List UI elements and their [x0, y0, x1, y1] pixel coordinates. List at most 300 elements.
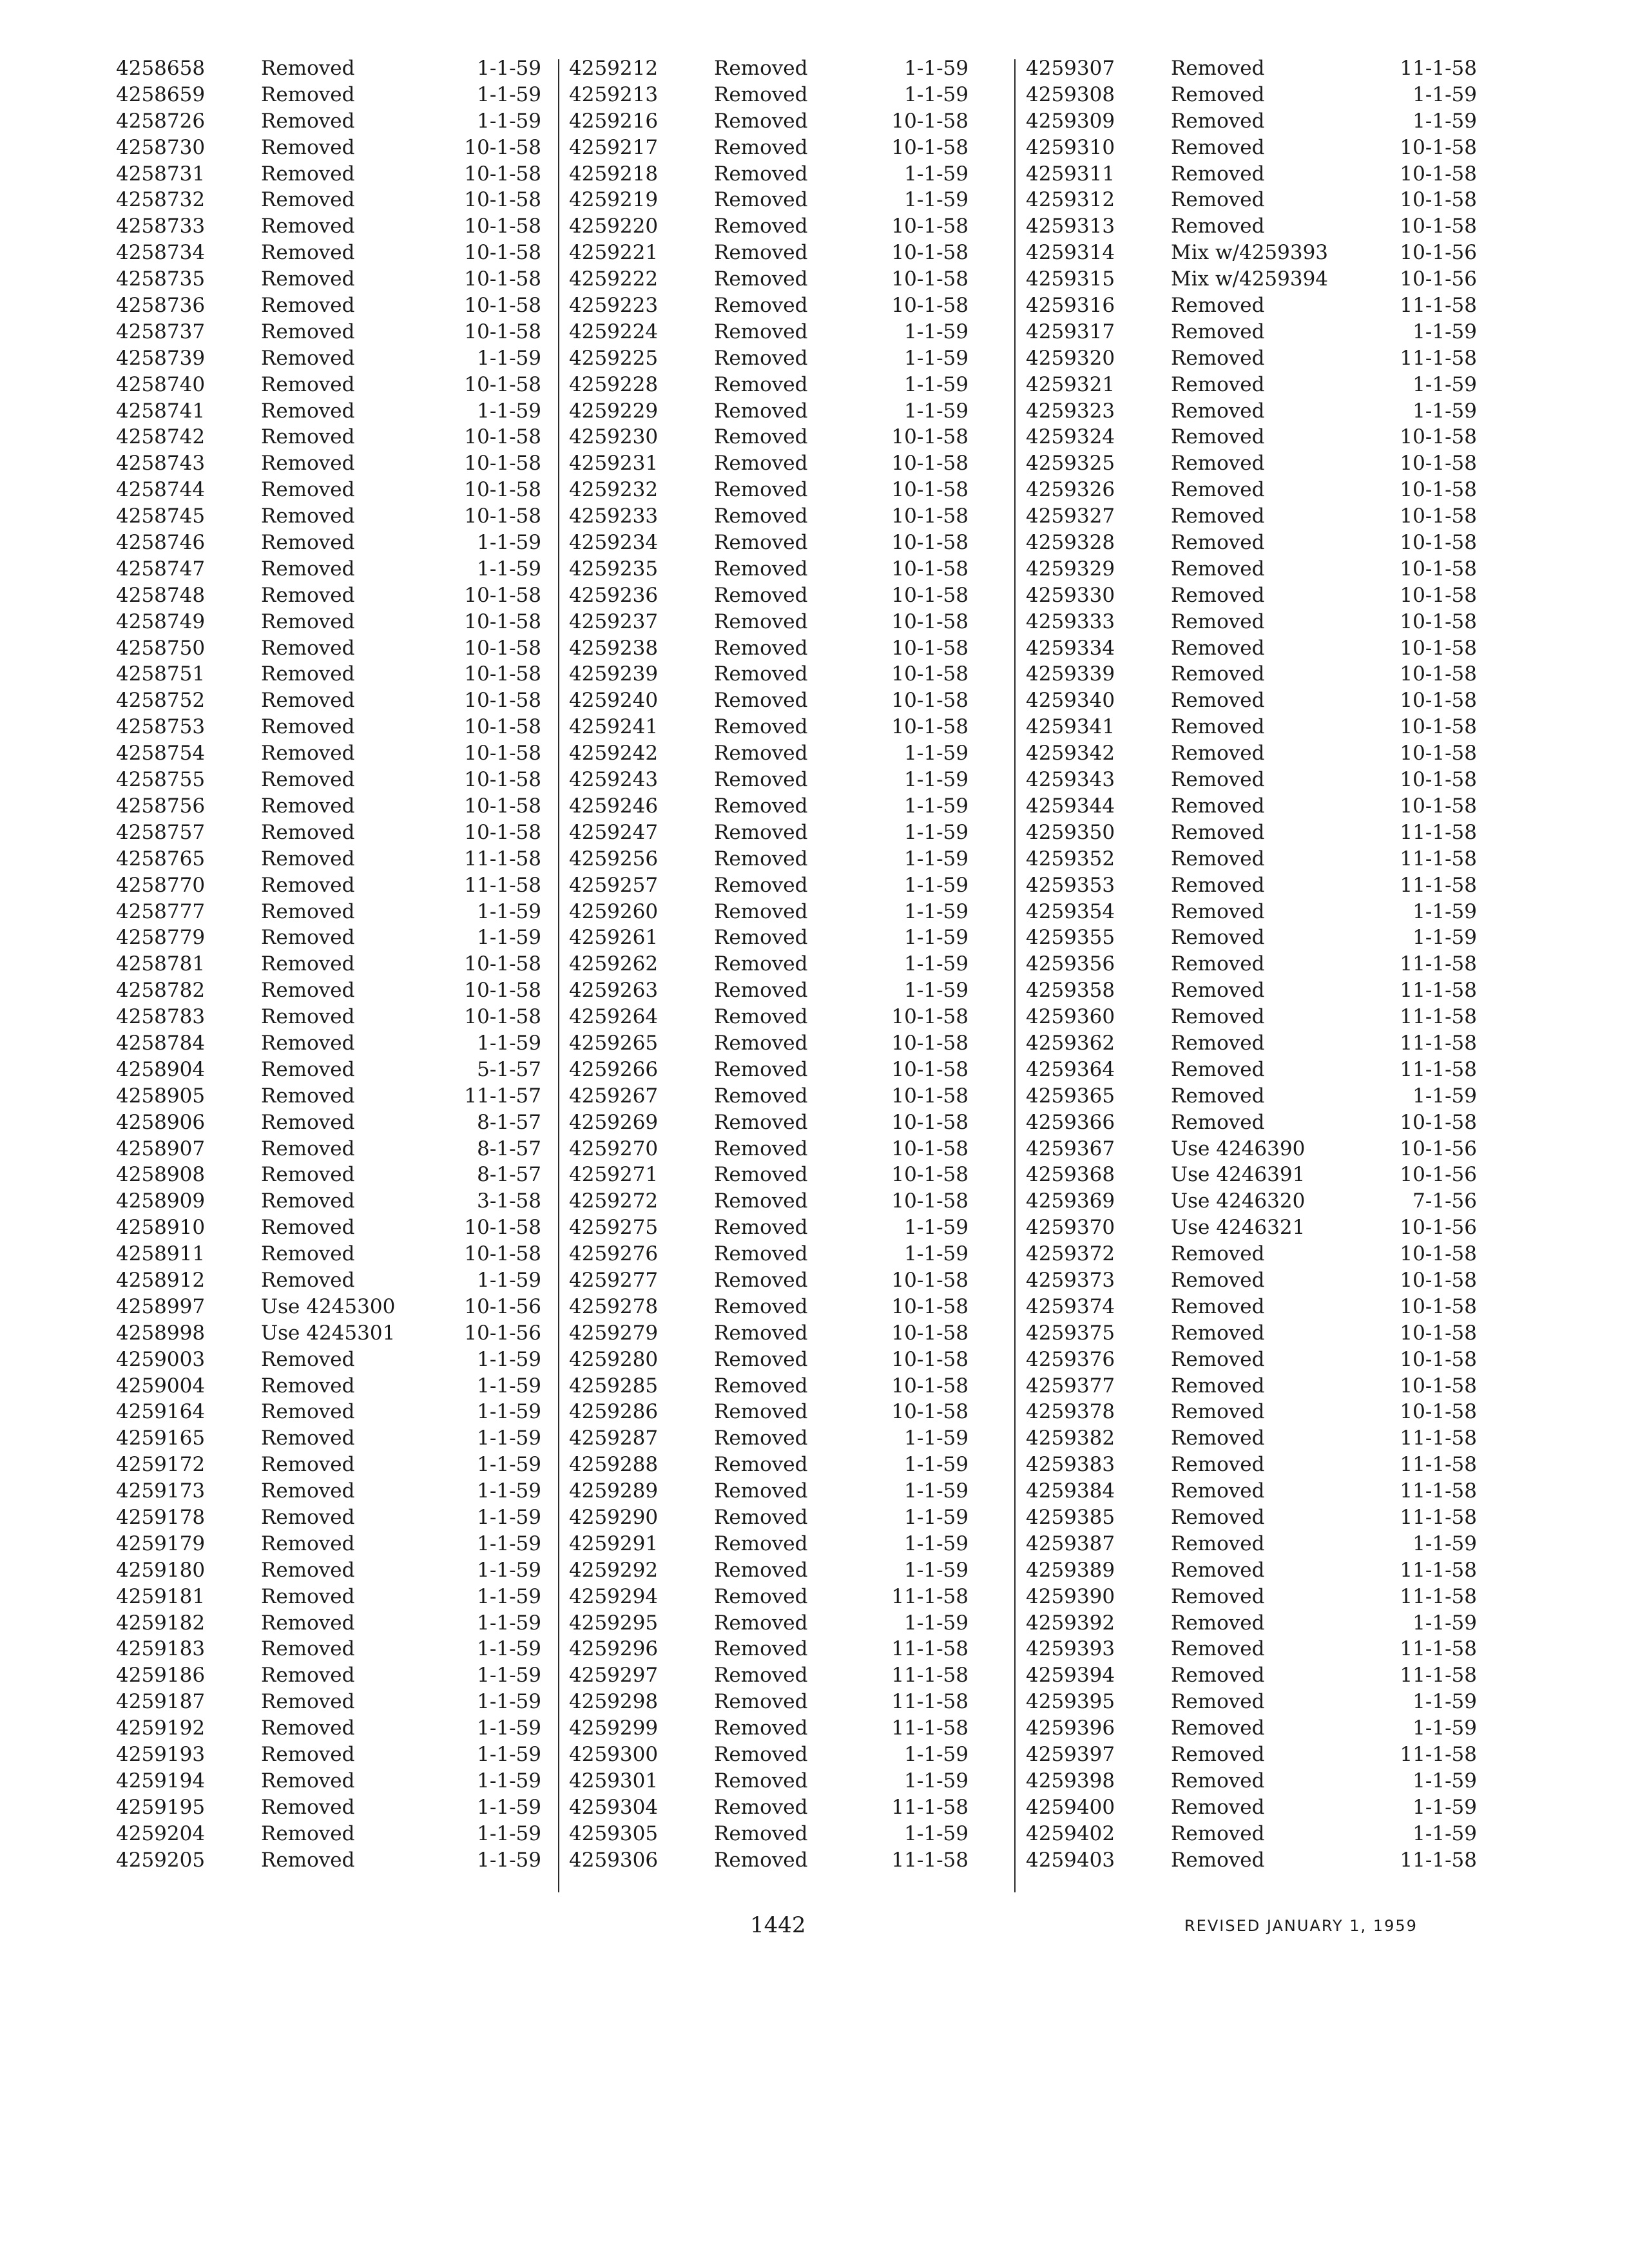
part-number: 4259195 — [116, 1795, 206, 1819]
part-number: 4258911 — [116, 1242, 206, 1266]
part-status: Removed — [714, 794, 808, 818]
part-status: Removed — [261, 1505, 355, 1529]
part-status: Removed — [261, 1347, 355, 1371]
effective-date: 10-1-58 — [1400, 794, 1477, 818]
part-status: Removed — [1171, 1374, 1265, 1398]
part-status: Removed — [261, 294, 355, 318]
effective-date: 10-1-58 — [891, 689, 969, 713]
table-row — [116, 1531, 567, 1557]
table-row — [1026, 1215, 1477, 1241]
effective-date: 1-1-59 — [1412, 1716, 1477, 1740]
part-status: Removed — [714, 320, 808, 343]
part-number: 4258908 — [116, 1163, 206, 1187]
effective-date: 1-1-59 — [904, 1453, 969, 1477]
part-number: 4259186 — [116, 1664, 206, 1687]
part-number: 4259272 — [569, 1189, 659, 1213]
part-number: 4259308 — [1026, 82, 1115, 106]
part-number: 4258746 — [116, 531, 206, 555]
table-row — [1026, 372, 1477, 398]
part-status: Removed — [1171, 1637, 1265, 1661]
effective-date: 1-1-59 — [477, 1664, 541, 1687]
part-status: Removed — [261, 557, 355, 581]
effective-date: 1-1-59 — [904, 1242, 969, 1266]
part-status: Removed — [261, 1795, 355, 1819]
part-number: 4259320 — [1026, 346, 1115, 370]
table-row — [1026, 266, 1477, 293]
effective-date: 1-1-59 — [477, 1584, 541, 1608]
part-status: Removed — [1171, 1242, 1265, 1266]
part-status: Removed — [1171, 557, 1265, 581]
part-number: 4259387 — [1026, 1532, 1115, 1555]
part-status: Removed — [261, 109, 355, 133]
table-row — [569, 372, 1020, 398]
part-number: 4259384 — [1026, 1479, 1115, 1503]
part-number: 4258997 — [116, 1294, 206, 1318]
effective-date: 10-1-58 — [464, 478, 541, 502]
part-number: 4259287 — [569, 1427, 659, 1450]
part-number: 4259354 — [1026, 899, 1115, 923]
effective-date: 10-1-58 — [891, 1294, 969, 1318]
table-row — [116, 661, 567, 687]
part-status: Removed — [714, 1690, 808, 1714]
table-row — [569, 1083, 1020, 1110]
part-number: 4258909 — [116, 1189, 206, 1213]
revision-note: REVISED JANUARY 1, 1959 — [1184, 1917, 1418, 1935]
table-row — [569, 1241, 1020, 1267]
effective-date: 11-1-58 — [1400, 979, 1477, 1003]
effective-date: 1-1-59 — [904, 1505, 969, 1529]
effective-date: 11-1-58 — [1400, 1848, 1477, 1872]
effective-date: 10-1-58 — [464, 267, 541, 291]
part-status: Removed — [261, 979, 355, 1003]
part-number: 4259004 — [116, 1374, 206, 1398]
part-status: Removed — [714, 1216, 808, 1240]
effective-date: 1-1-59 — [1412, 1769, 1477, 1792]
part-number: 4259291 — [569, 1532, 659, 1555]
part-status: Removed — [261, 1637, 355, 1661]
effective-date: 1-1-59 — [477, 926, 541, 950]
part-number: 4258752 — [116, 689, 206, 713]
table-row — [116, 1188, 567, 1215]
table-row — [116, 293, 567, 319]
part-status: Removed — [714, 636, 808, 660]
table-row — [569, 240, 1020, 266]
effective-date: 10-1-58 — [891, 1005, 969, 1029]
part-status: Removed — [714, 1743, 808, 1766]
part-status: Removed — [1171, 768, 1265, 792]
table-row — [1026, 1347, 1477, 1373]
effective-date: 1-1-59 — [477, 57, 541, 80]
part-number: 4259304 — [569, 1795, 659, 1819]
part-number: 4258750 — [116, 636, 206, 660]
part-number: 4259341 — [1026, 715, 1115, 739]
part-status: Use 4246320 — [1171, 1189, 1306, 1213]
table-row — [1026, 846, 1477, 872]
part-number: 4259234 — [569, 531, 659, 555]
effective-date: 1-1-59 — [904, 1427, 969, 1450]
part-status: Removed — [1171, 1347, 1265, 1371]
effective-date: 10-1-58 — [891, 1189, 969, 1213]
part-number: 4259314 — [1026, 241, 1115, 265]
table-row — [116, 398, 567, 425]
part-number: 4259375 — [1026, 1321, 1115, 1345]
table-row — [116, 477, 567, 503]
effective-date: 10-1-58 — [1400, 1242, 1477, 1266]
table-row — [569, 1267, 1020, 1294]
part-number: 4258747 — [116, 557, 206, 581]
table-row — [116, 1636, 567, 1662]
effective-date: 1-1-59 — [477, 557, 541, 581]
table-row — [116, 424, 567, 450]
table-row — [569, 1004, 1020, 1030]
effective-date: 11-1-58 — [1400, 1743, 1477, 1766]
part-status: Removed — [714, 294, 808, 318]
part-number: 4259309 — [1026, 109, 1115, 133]
part-number: 4259262 — [569, 952, 659, 976]
part-number: 4259164 — [116, 1400, 206, 1424]
effective-date: 10-1-58 — [464, 662, 541, 686]
table-row — [569, 1188, 1020, 1215]
part-status: Removed — [261, 531, 355, 555]
table-row — [116, 1399, 567, 1425]
part-number: 4259204 — [116, 1821, 206, 1845]
table-row — [116, 1320, 567, 1347]
effective-date: 1-1-59 — [1412, 109, 1477, 133]
effective-date: 1-1-59 — [477, 1637, 541, 1661]
part-status: Removed — [1171, 1821, 1265, 1845]
effective-date: 10-1-58 — [464, 294, 541, 318]
effective-date: 1-1-59 — [904, 820, 969, 844]
effective-date: 1-1-59 — [904, 1769, 969, 1792]
part-status: Removed — [714, 1294, 808, 1318]
effective-date: 1-1-59 — [1412, 399, 1477, 423]
table-row — [1026, 1610, 1477, 1637]
table-row — [116, 1294, 567, 1320]
table-row — [1026, 1136, 1477, 1162]
effective-date: 10-1-58 — [891, 636, 969, 660]
page-number: 1442 — [750, 1912, 806, 1938]
part-status: Removed — [261, 1743, 355, 1766]
part-number: 4258739 — [116, 346, 206, 370]
effective-date: 1-1-59 — [477, 1532, 541, 1555]
effective-date: 10-1-58 — [1400, 662, 1477, 686]
table-row — [116, 1347, 567, 1373]
part-status: Removed — [714, 1453, 808, 1477]
table-row — [569, 793, 1020, 820]
table-row — [569, 1347, 1020, 1373]
table-row — [1026, 187, 1477, 213]
effective-date: 10-1-58 — [1400, 583, 1477, 607]
table-row — [1026, 1794, 1477, 1821]
part-number: 4258757 — [116, 820, 206, 844]
effective-date: 1-1-59 — [904, 1216, 969, 1240]
table-row — [1026, 1425, 1477, 1452]
part-number: 4258904 — [116, 1057, 206, 1081]
part-number: 4258740 — [116, 372, 206, 396]
effective-date: 1-1-59 — [477, 1795, 541, 1819]
part-number: 4259306 — [569, 1848, 659, 1872]
effective-date: 1-1-59 — [477, 1479, 541, 1503]
part-status: Removed — [261, 1848, 355, 1872]
table-row — [116, 1452, 567, 1478]
part-status: Removed — [261, 1110, 355, 1134]
table-row — [569, 477, 1020, 503]
effective-date: 1-1-59 — [477, 1821, 541, 1845]
table-row — [1026, 293, 1477, 319]
table-row — [1026, 1689, 1477, 1715]
effective-date: 1-1-59 — [477, 1769, 541, 1792]
part-number: 4259360 — [1026, 1005, 1115, 1029]
part-status: Removed — [261, 715, 355, 739]
effective-date: 10-1-58 — [464, 1216, 541, 1240]
table-row — [116, 687, 567, 714]
part-number: 4259315 — [1026, 267, 1115, 291]
part-number: 4258910 — [116, 1216, 206, 1240]
part-number: 4259385 — [1026, 1505, 1115, 1529]
effective-date: 1-1-59 — [477, 899, 541, 923]
part-number: 4259238 — [569, 636, 659, 660]
table-row — [116, 1847, 567, 1874]
effective-date: 1-1-59 — [904, 346, 969, 370]
table-row — [116, 135, 567, 161]
effective-date: 10-1-58 — [464, 794, 541, 818]
part-status: Removed — [714, 531, 808, 555]
effective-date: 10-1-58 — [891, 557, 969, 581]
part-number: 4259264 — [569, 1005, 659, 1029]
part-status: Removed — [1171, 294, 1265, 318]
part-number: 4259324 — [1026, 425, 1115, 449]
part-number: 4259358 — [1026, 979, 1115, 1003]
table-row — [569, 503, 1020, 530]
part-status: Removed — [261, 1664, 355, 1687]
part-number: 4259364 — [1026, 1057, 1115, 1081]
effective-date: 10-1-58 — [464, 636, 541, 660]
part-status: Removed — [1171, 1611, 1265, 1635]
table-row — [1026, 1030, 1477, 1057]
table-row — [1026, 450, 1477, 477]
part-status: Removed — [261, 1189, 355, 1213]
table-row — [1026, 635, 1477, 662]
table-row — [1026, 530, 1477, 556]
part-number: 4259267 — [569, 1084, 659, 1108]
part-number: 4258755 — [116, 768, 206, 792]
effective-date: 1-1-59 — [1412, 1821, 1477, 1845]
part-number: 4259285 — [569, 1374, 659, 1398]
table-row — [1026, 135, 1477, 161]
effective-date: 1-1-59 — [477, 109, 541, 133]
table-row — [1026, 1557, 1477, 1584]
part-status: Removed — [1171, 1848, 1265, 1872]
part-status: Removed — [714, 847, 808, 870]
part-number: 4259288 — [569, 1453, 659, 1477]
effective-date: 10-1-58 — [1400, 610, 1477, 633]
part-number: 4259366 — [1026, 1110, 1115, 1134]
effective-date: 11-1-58 — [1400, 1057, 1477, 1081]
table-row — [116, 793, 567, 820]
part-number: 4258745 — [116, 505, 206, 528]
effective-date: 10-1-56 — [464, 1321, 541, 1345]
part-status: Removed — [261, 1163, 355, 1187]
effective-date: 10-1-58 — [464, 952, 541, 976]
part-number: 4259178 — [116, 1505, 206, 1529]
part-number: 4259266 — [569, 1057, 659, 1081]
part-number: 4259311 — [1026, 162, 1115, 186]
part-status: Removed — [714, 1268, 808, 1292]
effective-date: 10-1-58 — [464, 583, 541, 607]
effective-date: 1-1-59 — [904, 57, 969, 80]
effective-date: 10-1-58 — [1400, 768, 1477, 792]
part-number: 4259365 — [1026, 1084, 1115, 1108]
part-number: 4258730 — [116, 135, 206, 159]
effective-date: 10-1-58 — [891, 1374, 969, 1398]
effective-date: 10-1-58 — [1400, 742, 1477, 765]
effective-date: 10-1-58 — [1400, 531, 1477, 555]
table-row — [569, 609, 1020, 635]
part-status: Removed — [261, 1084, 355, 1108]
part-status: Removed — [714, 820, 808, 844]
table-row — [569, 820, 1020, 846]
effective-date: 10-1-58 — [891, 715, 969, 739]
part-status: Removed — [714, 109, 808, 133]
table-row — [116, 1162, 567, 1188]
effective-date: 10-1-58 — [891, 1137, 969, 1160]
part-number: 4259355 — [1026, 926, 1115, 950]
part-number: 4258784 — [116, 1031, 206, 1055]
part-number: 4259290 — [569, 1505, 659, 1529]
part-status: Removed — [1171, 425, 1265, 449]
part-status: Removed — [261, 873, 355, 897]
effective-date: 8-1-57 — [477, 1137, 541, 1160]
effective-date: 10-1-58 — [1400, 162, 1477, 186]
part-status: Removed — [261, 899, 355, 923]
part-status: Removed — [261, 1242, 355, 1266]
part-number: 4258736 — [116, 294, 206, 318]
part-status: Removed — [261, 57, 355, 80]
part-number: 4259220 — [569, 215, 659, 238]
part-status: Removed — [714, 1321, 808, 1345]
parts-column-1 — [116, 55, 567, 1873]
table-row — [116, 372, 567, 398]
part-number: 4259257 — [569, 873, 659, 897]
table-row — [116, 1821, 567, 1847]
effective-date: 1-1-59 — [904, 979, 969, 1003]
part-status: Removed — [261, 162, 355, 186]
table-row — [116, 1057, 567, 1083]
part-status: Removed — [261, 478, 355, 502]
part-status: Removed — [1171, 372, 1265, 396]
effective-date: 1-1-59 — [904, 1743, 969, 1766]
part-number: 4258734 — [116, 241, 206, 265]
table-row — [116, 1742, 567, 1768]
part-number: 4259367 — [1026, 1137, 1115, 1160]
part-number: 4258658 — [116, 57, 206, 80]
table-row — [569, 687, 1020, 714]
part-status: Removed — [1171, 188, 1265, 212]
part-number: 4259240 — [569, 689, 659, 713]
part-status: Removed — [714, 979, 808, 1003]
part-status: Removed — [714, 1637, 808, 1661]
part-number: 4259397 — [1026, 1743, 1115, 1766]
effective-date: 10-1-58 — [1400, 1347, 1477, 1371]
part-status: Removed — [1171, 1294, 1265, 1318]
table-row — [116, 1768, 567, 1794]
part-status: Removed — [714, 162, 808, 186]
table-row — [116, 1610, 567, 1637]
part-status: Removed — [714, 1189, 808, 1213]
effective-date: 10-1-58 — [891, 531, 969, 555]
effective-date: 10-1-58 — [891, 478, 969, 502]
effective-date: 1-1-59 — [904, 320, 969, 343]
part-number: 4259270 — [569, 1137, 659, 1160]
effective-date: 1-1-59 — [904, 1532, 969, 1555]
table-row — [116, 345, 567, 372]
table-row — [116, 1794, 567, 1821]
part-status: Removed — [261, 636, 355, 660]
part-status: Removed — [714, 742, 808, 765]
part-status: Removed — [714, 1558, 808, 1582]
part-status: Removed — [261, 320, 355, 343]
effective-date: 10-1-58 — [464, 320, 541, 343]
table-row — [569, 1531, 1020, 1557]
effective-date: 10-1-58 — [464, 505, 541, 528]
effective-date: 11-1-58 — [891, 1795, 969, 1819]
part-status: Removed — [1171, 715, 1265, 739]
table-row — [1026, 951, 1477, 977]
effective-date: 10-1-58 — [1400, 1321, 1477, 1345]
table-row — [569, 1794, 1020, 1821]
table-row — [116, 213, 567, 240]
part-status: Removed — [1171, 820, 1265, 844]
table-row — [1026, 1715, 1477, 1742]
effective-date: 1-1-59 — [477, 1427, 541, 1450]
table-row — [1026, 1083, 1477, 1110]
effective-date: 10-1-58 — [1400, 452, 1477, 476]
table-row — [569, 1557, 1020, 1584]
effective-date: 11-1-58 — [891, 1690, 969, 1714]
part-status: Removed — [1171, 636, 1265, 660]
part-status: Removed — [714, 899, 808, 923]
part-status: Removed — [261, 215, 355, 238]
part-number: 4259236 — [569, 583, 659, 607]
effective-date: 1-1-59 — [1412, 1795, 1477, 1819]
part-number: 4258770 — [116, 873, 206, 897]
part-number: 4259323 — [1026, 399, 1115, 423]
table-row — [116, 740, 567, 767]
part-number: 4259289 — [569, 1479, 659, 1503]
table-row — [116, 1425, 567, 1452]
part-status: Removed — [1171, 1110, 1265, 1134]
part-number: 4258742 — [116, 425, 206, 449]
column-divider — [1014, 59, 1016, 1892]
effective-date: 10-1-58 — [891, 1321, 969, 1345]
part-number: 4259343 — [1026, 768, 1115, 792]
part-status: Removed — [1171, 1532, 1265, 1555]
part-number: 4259225 — [569, 346, 659, 370]
effective-date: 10-1-58 — [1400, 557, 1477, 581]
effective-date: 11-1-58 — [1400, 1664, 1477, 1687]
effective-date: 11-1-58 — [1400, 847, 1477, 870]
part-status: Removed — [261, 1374, 355, 1398]
part-number: 4258733 — [116, 215, 206, 238]
part-status: Removed — [714, 1716, 808, 1740]
table-row — [569, 872, 1020, 899]
table-row — [569, 319, 1020, 345]
part-status: Removed — [714, 452, 808, 476]
part-number: 4259277 — [569, 1268, 659, 1292]
part-number: 4259402 — [1026, 1821, 1115, 1845]
effective-date: 11-1-58 — [464, 847, 541, 870]
part-status: Removed — [261, 768, 355, 792]
